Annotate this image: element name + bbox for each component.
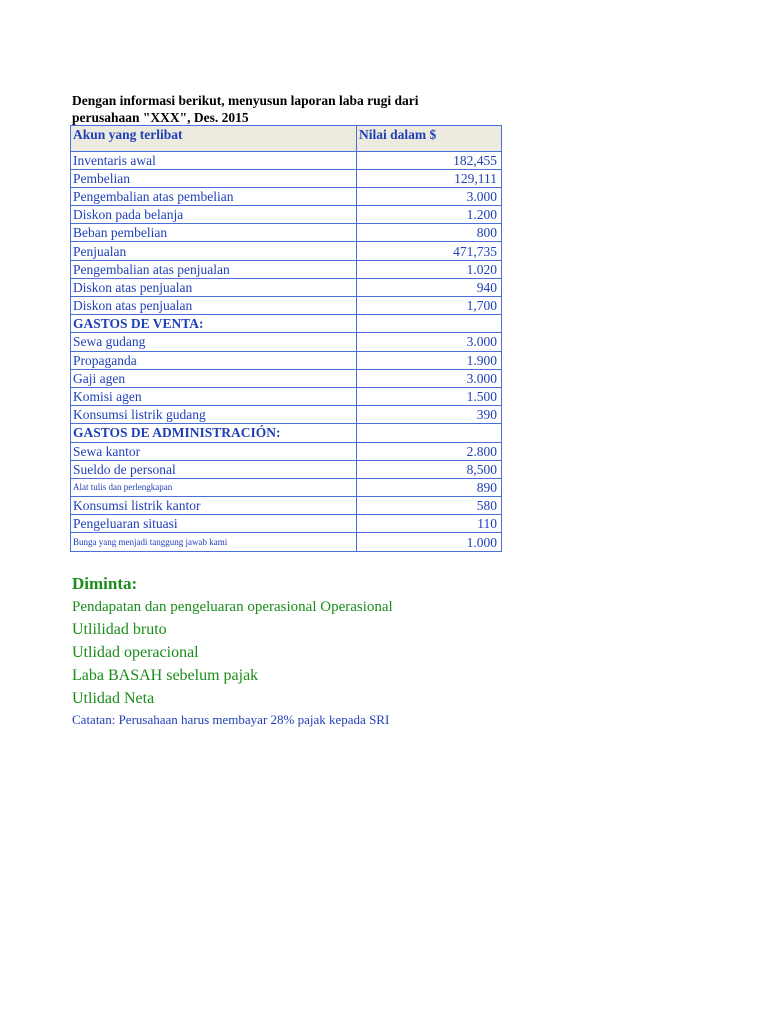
requested-title: Diminta:	[72, 574, 138, 593]
requested-item: Utlidad Neta	[72, 690, 155, 707]
row-name: Bunga yang menjadi tanggung jawab kami	[71, 533, 357, 551]
row-value: 1.200	[357, 206, 502, 224]
requested-item: Utlilidad bruto	[72, 621, 167, 638]
row-value: 3.000	[357, 333, 502, 351]
table-row	[71, 515, 502, 533]
row-name: Diskon atas penjualan	[71, 297, 357, 315]
row-value: 129,111	[357, 169, 502, 187]
row-value: 940	[357, 278, 502, 296]
row-name: Pembelian	[71, 169, 357, 187]
row-name: Inventaris awal	[71, 151, 357, 169]
table-row	[71, 278, 502, 296]
row-name: Propaganda	[71, 351, 357, 369]
row-value: 890	[357, 478, 502, 496]
intro-line-2: perusahaan "XXX", Des. 2015	[72, 110, 249, 125]
table-row	[71, 242, 502, 260]
row-value: 8,500	[357, 460, 502, 478]
header-account: Akun yang terlibat	[71, 126, 357, 152]
row-value: 471,735	[357, 242, 502, 260]
row-name: Beban pembelian	[71, 224, 357, 242]
table-row	[71, 478, 502, 496]
row-value: 1,700	[357, 297, 502, 315]
row-name: Pengeluaran situasi	[71, 515, 357, 533]
table-row	[71, 187, 502, 205]
row-value: 3.000	[357, 187, 502, 205]
row-name: Konsumsi listrik gudang	[71, 406, 357, 424]
requested-section	[72, 572, 712, 730]
header-value: Nilai dalam $	[357, 126, 502, 152]
tax-note: Catatan: Perusahaan harus membayar 28% pajak kepada SRI	[72, 712, 390, 727]
table-row	[71, 460, 502, 478]
intro-line-1: Dengan informasi berikut, menyusun laporan laba rugi dari	[72, 93, 419, 108]
row-value: 110	[357, 515, 502, 533]
requested-item: Laba BASAH sebelum pajak	[72, 667, 259, 684]
section-label: GASTOS DE VENTA:	[71, 315, 357, 333]
table-row	[71, 497, 502, 515]
row-value: 1.000	[357, 533, 502, 551]
table-row	[71, 151, 502, 169]
table-row	[71, 406, 502, 424]
table-row	[71, 387, 502, 405]
table-row	[71, 297, 502, 315]
row-name: Diskon pada belanja	[71, 206, 357, 224]
row-value: 580	[357, 497, 502, 515]
row-value	[357, 424, 502, 442]
table-row	[71, 206, 502, 224]
table-row	[71, 369, 502, 387]
requested-line-1: Pendapatan dan pengeluaran operasional Operasional	[72, 599, 393, 615]
row-name: Sueldo de personal	[71, 460, 357, 478]
table-row	[71, 224, 502, 242]
accounts-table	[70, 125, 502, 552]
row-name: Diskon atas penjualan	[71, 278, 357, 296]
intro-text	[72, 92, 452, 126]
row-value: 2.800	[357, 442, 502, 460]
row-value: 390	[357, 406, 502, 424]
row-value	[357, 315, 502, 333]
row-value: 1.020	[357, 260, 502, 278]
row-name: Sewa kantor	[71, 442, 357, 460]
row-name: Komisi agen	[71, 387, 357, 405]
table-row	[71, 169, 502, 187]
table-row	[71, 442, 502, 460]
row-name: Sewa gudang	[71, 333, 357, 351]
table-row	[71, 333, 502, 351]
row-name: Pengembalian atas penjualan	[71, 260, 357, 278]
section-row-selling-expenses	[71, 315, 502, 333]
row-name: Konsumsi listrik kantor	[71, 497, 357, 515]
row-value: 3.000	[357, 369, 502, 387]
row-name: Gaji agen	[71, 369, 357, 387]
table-row	[71, 533, 502, 551]
row-value: 182,455	[357, 151, 502, 169]
row-value: 1.500	[357, 387, 502, 405]
row-name: Penjualan	[71, 242, 357, 260]
table-header-row	[71, 126, 502, 152]
row-name: Alat tulis dan perlengkapan	[71, 478, 357, 496]
table-row	[71, 351, 502, 369]
row-value: 1.900	[357, 351, 502, 369]
section-label: GASTOS DE ADMINISTRACIÓN:	[71, 424, 357, 442]
requested-item: Utlidad operacional	[72, 644, 199, 661]
row-value: 800	[357, 224, 502, 242]
section-row-admin-expenses	[71, 424, 502, 442]
table-row	[71, 260, 502, 278]
row-name: Pengembalian atas pembelian	[71, 187, 357, 205]
